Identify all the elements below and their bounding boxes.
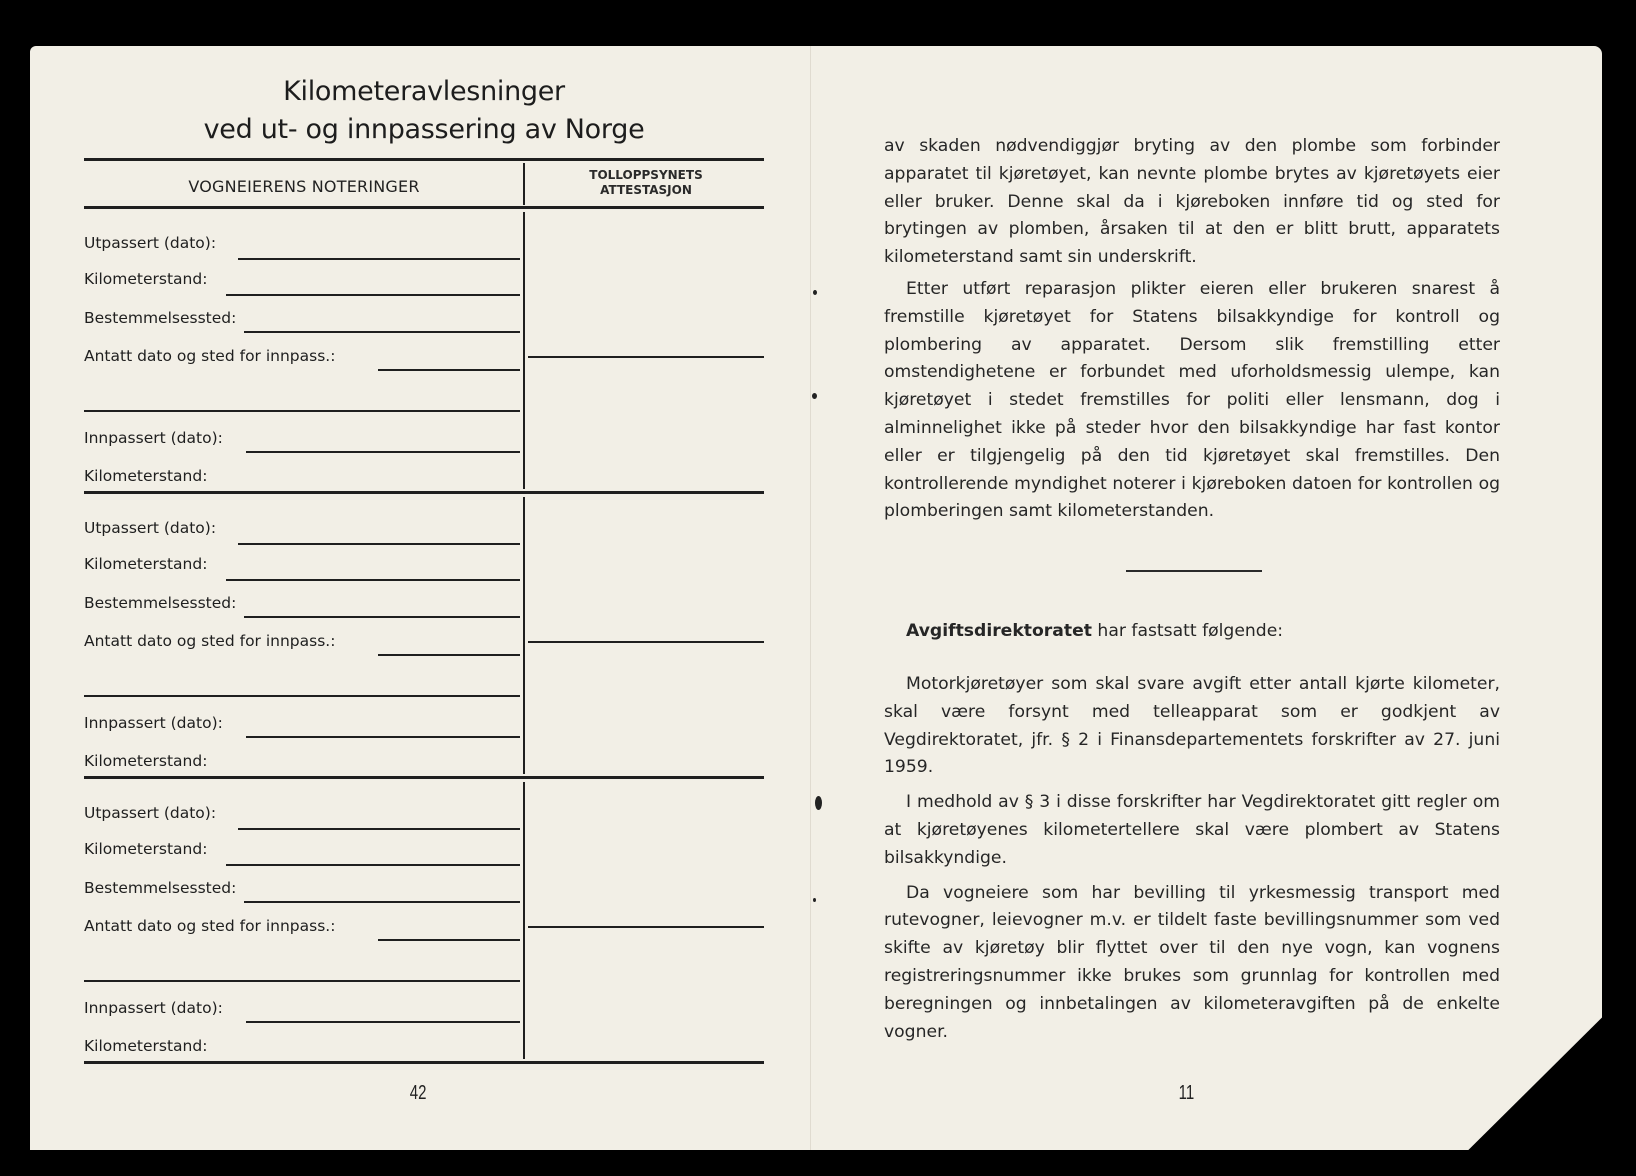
body-block-1 [884,133,1500,526]
field-label-bestemmelsessted: Bestemmelsessted: [84,879,237,897]
fill-in-line-kilometerstand-ut[interactable] [226,294,520,296]
ink-speck [813,290,817,295]
top-rule [84,158,764,161]
page-number-left: 42 [409,1082,427,1104]
field-label-kilometerstand-ut: Kilometerstand: [84,555,208,573]
spine-fold [810,46,811,1150]
field-label-utpassert: Utpassert (dato): [84,804,217,822]
fill-in-line-bestemmelsessted[interactable] [244,331,520,333]
fill-in-line-bestemmelsessted[interactable] [244,901,520,903]
fill-in-line-antatt-continued[interactable] [84,980,520,982]
field-label-utpassert: Utpassert (dato): [84,234,217,252]
fill-in-line-kilometerstand-ut[interactable] [226,579,520,581]
field-label-kilometerstand-inn: Kilometerstand: [84,1037,208,1055]
paragraph-1: av skaden nødvendiggjør bryting av den plombe som forbinder apparatet til kjøretøyet, kan nevnte plombe brytes av kjøretøyets eier eller bruker. Denne skal da i kjøreboken innføre tid og sted for brytingen av plomben, årsaken til at den er blitt brutt, apparatets kilometerstand samt sin underskrift. [884,136,1500,268]
fill-in-line-antatt[interactable] [378,654,520,656]
column-divider [523,212,525,489]
customs-attestation-line[interactable] [528,356,764,358]
separator-line [1126,570,1262,572]
field-label-antatt: Antatt dato og sted for innpass.: [84,632,336,650]
section-rule [84,491,764,494]
page-title-line2: ved ut- og innpassering av Norge [203,114,645,145]
fill-in-line-utpassert[interactable] [238,828,520,830]
fill-in-line-utpassert[interactable] [238,258,520,260]
fill-in-line-bestemmelsessted[interactable] [244,616,520,618]
fill-in-line-antatt[interactable] [378,939,520,941]
section-heading [884,618,1500,646]
page-number-right: 11 [1178,1082,1195,1104]
ink-speck [812,393,817,399]
column-header-customs-line1: TOLLOPPSYNETS [589,168,703,182]
paragraph-5: Da vogneiere som har bevilling til yrkesmessig transport med rutevogner, leievogner m.v. er tildelt faste bevillingsnummer som ved skifte av kjøretøy blir flyttet over til den nye vogn, kan vognens registreringsnummer ikke brukes som grunnlag for kontrollen med beregningen og innbetalingen av kilometeravgiften på de enkelte vogner. [884,882,1500,1042]
ink-speck [813,898,816,902]
fill-in-line-antatt[interactable] [378,369,520,371]
field-label-innpassert: Innpassert (dato): [84,714,223,732]
column-header-owner: VOGNEIERENS NOTERINGER [188,177,420,196]
fill-in-line-innpassert[interactable] [246,1021,520,1023]
customs-attestation-line[interactable] [528,926,764,928]
ink-speck [815,796,822,810]
field-label-innpassert: Innpassert (dato): [84,429,223,447]
section-rule [84,1061,764,1064]
field-label-bestemmelsessted: Bestemmelsessted: [84,594,237,612]
column-divider [523,497,525,774]
field-label-kilometerstand-inn: Kilometerstand: [84,752,208,770]
section-rule [84,776,764,779]
field-label-utpassert: Utpassert (dato): [84,519,217,537]
paragraph-4: I medhold av § 3 i disse forskrifter har Vegdirektoratet gitt regler om at kjøretøyenes kilometertellere skal være plombert av Statens bilsakkyndige. [884,792,1500,868]
column-header-customs [528,168,764,198]
heading-bold: Avgiftsdirektoratet [906,621,1092,641]
fill-in-line-antatt-continued[interactable] [84,410,520,412]
fill-in-line-innpassert[interactable] [246,736,520,738]
header-rule [84,206,764,209]
fill-in-line-antatt-continued[interactable] [84,695,520,697]
paragraph-2: Etter utført reparasjon plikter eieren eller brukeren snarest å fremstille kjøretøyet for Statens bilsakkyndige for kontroll og plombering av apparatet. Dersom slik fremstilling etter omstendighetene er forbundet med uforholdsmessig ulempe, kan kjøretøyet i stedet fremstilles for politi eller lensmann, dog i alminnelighet ikke på steder hvor den bilsakkyndige har fast kontor eller er tilgjengelig på den tid kjøretøyet skal fremstilles. Den kontrollerende myndighet noterer i kjøreboken datoen for kontrollen og plomberingen samt kilometerstanden. [884,278,1500,522]
field-label-antatt: Antatt dato og sted for innpass.: [84,917,336,935]
header-divider [523,163,525,205]
heading-rest: har fastsatt følgende: [1091,621,1284,641]
column-header-customs-line2: ATTESTASJON [600,183,692,197]
body-block-2 [884,671,1500,1046]
page-title-line1: Kilometeravlesninger [283,76,565,107]
fill-in-line-utpassert[interactable] [238,543,520,545]
field-label-antatt: Antatt dato og sted for innpass.: [84,347,336,365]
field-label-kilometerstand-ut: Kilometerstand: [84,270,208,288]
fill-in-line-kilometerstand-ut[interactable] [226,864,520,866]
column-divider [523,782,525,1059]
field-label-bestemmelsessted: Bestemmelsessted: [84,309,237,327]
field-label-kilometerstand-ut: Kilometerstand: [84,840,208,858]
paragraph-3: Motorkjøretøyer som skal svare avgift etter antall kjørte kilometer, skal være forsynt med telleapparat som er godkjent av Vegdirektoratet, jfr. § 2 i Finansdepartementets forskrifter av 27. juni 1959. [884,674,1500,778]
field-label-innpassert: Innpassert (dato): [84,999,223,1017]
customs-attestation-line[interactable] [528,641,764,643]
field-label-kilometerstand-inn: Kilometerstand: [84,467,208,485]
fill-in-line-innpassert[interactable] [246,451,520,453]
